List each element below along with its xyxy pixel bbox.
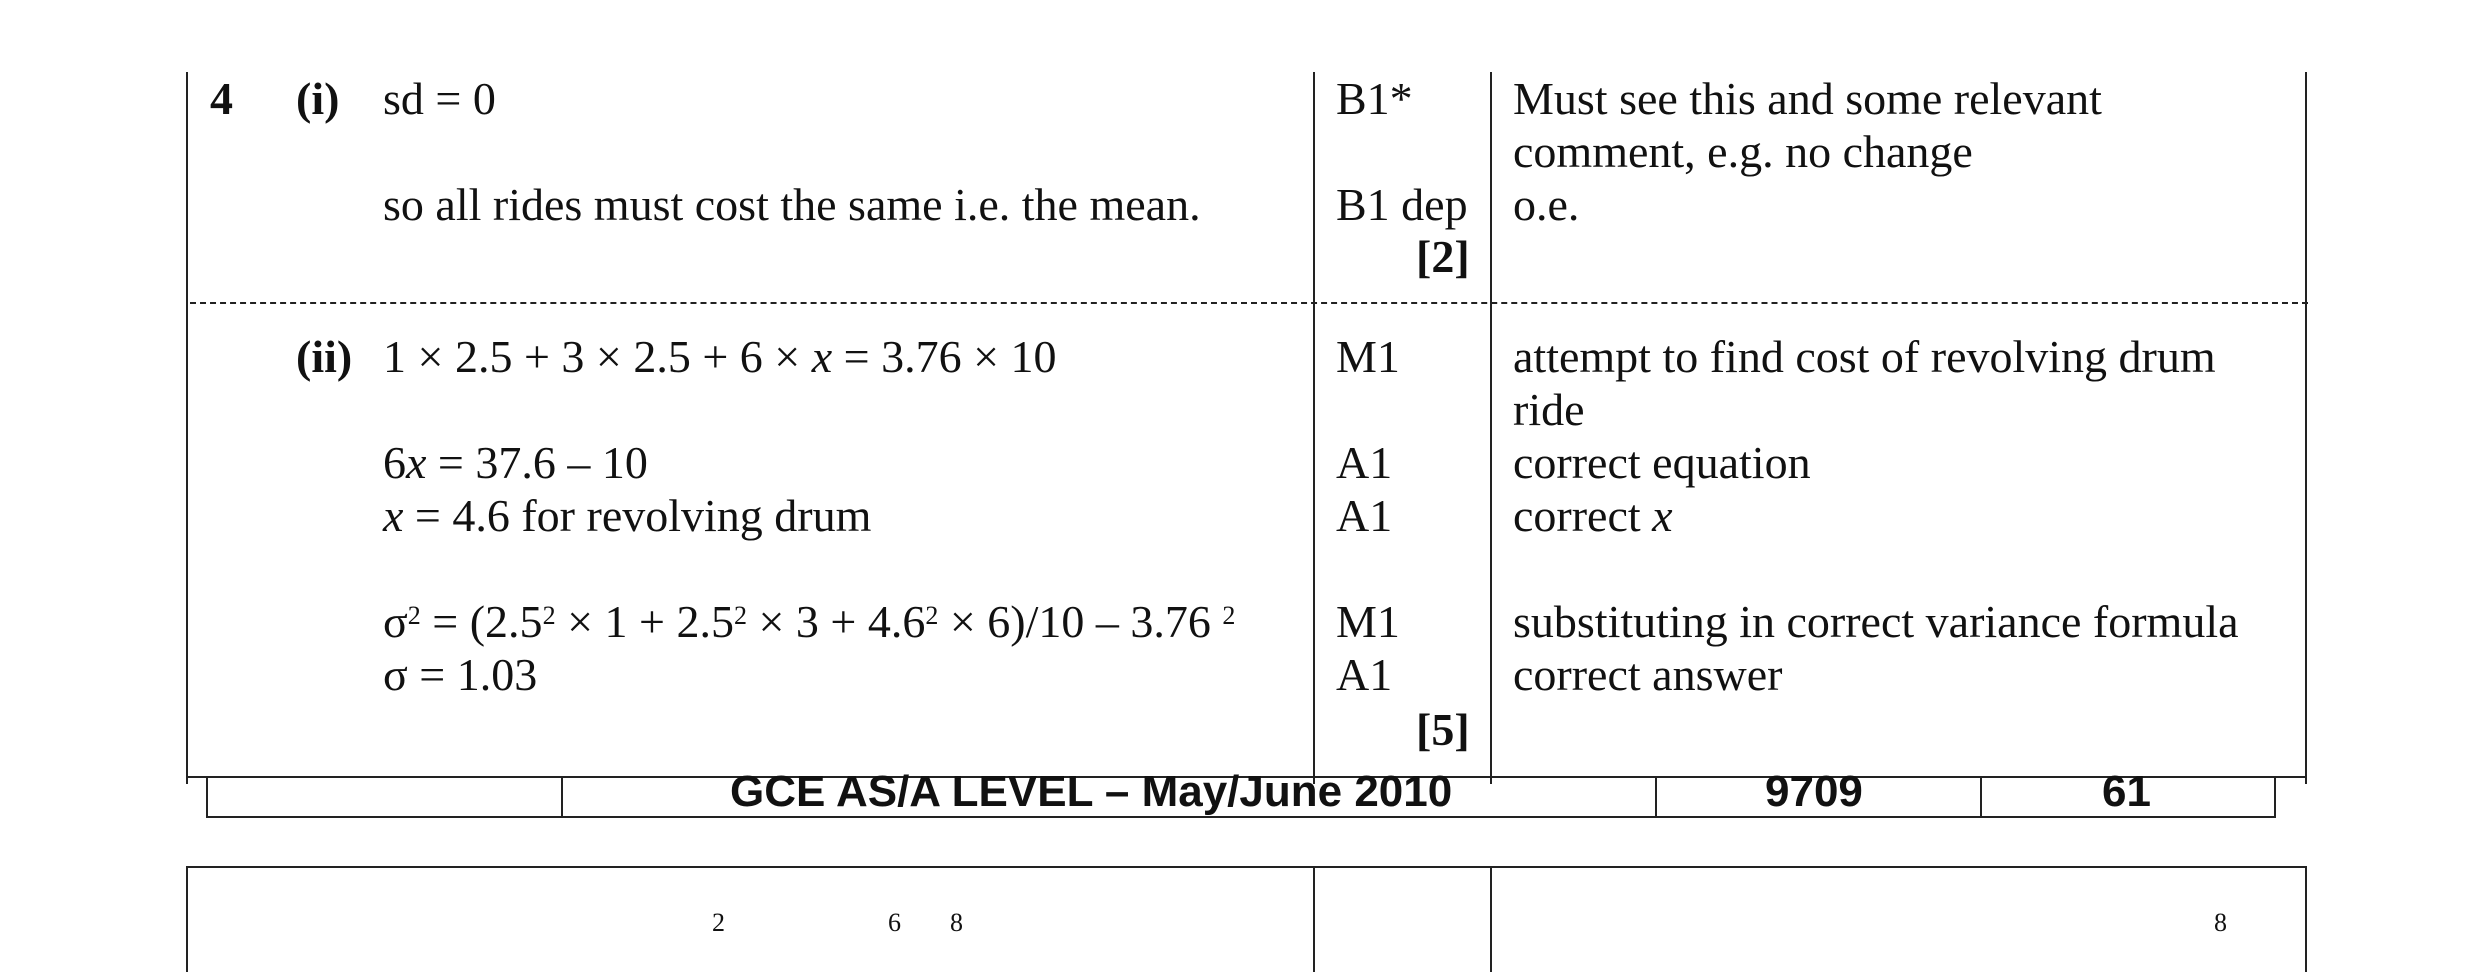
row-divider [190, 302, 2308, 304]
part-i-guidance3: o.e. [1513, 179, 1580, 230]
part-ii-mark: A1 [1336, 437, 1393, 488]
part-ii-equation3: x = 4.6 for revolving drum [383, 490, 872, 541]
footer-divider [1655, 776, 1657, 818]
part-ii-guidance: attempt to find cost of revolving drum [1513, 331, 2216, 382]
part-ii-guidance: ride [1513, 384, 1585, 435]
marks-column-left-border [1313, 72, 1315, 784]
part-i-total: [2] [1416, 231, 1470, 282]
part-ii-mark: A1 [1336, 649, 1393, 700]
next-partial-superscript: 2 [712, 908, 725, 937]
part-ii-guidance: correct x [1513, 490, 1673, 541]
part-ii-label: (ii) [296, 331, 353, 382]
part-ii-total: [5] [1416, 704, 1470, 755]
part-i-answer-line1: sd = 0 [383, 73, 496, 124]
part-i-guidance2: comment, e.g. no change [1513, 126, 1973, 177]
part-ii-mark: M1 [1336, 596, 1400, 647]
next-partial-superscript: 6 [888, 908, 901, 937]
part-ii-guidance: substituting in correct variance formula [1513, 596, 2239, 647]
next-partial-superscript: 8 [2214, 908, 2227, 937]
footer-divider [561, 776, 563, 818]
part-i-mark1: B1* [1336, 73, 1413, 124]
table-left-border [186, 72, 188, 784]
guidance-column-left-border [1490, 72, 1492, 784]
next-table-clip [0, 898, 2480, 972]
part-ii-mark: A1 [1336, 490, 1393, 541]
footer-right-border [2274, 776, 2276, 818]
question-number: 4 [210, 73, 233, 124]
part-i-guidance1: Must see this and some relevant [1513, 73, 2102, 124]
footer-divider [1980, 776, 1982, 818]
next-partial-superscript: 8 [950, 908, 963, 937]
part-ii-guidance: correct answer [1513, 649, 1783, 700]
footer-paper-number: 61 [2102, 767, 2151, 816]
part-ii-sigma-result: σ = 1.03 [383, 649, 538, 700]
part-ii-variance-formula: $\sigma^2 = (2.5^2 \times 1 + 2.5^2 \times 3 + 4.6^2 \times 6)/10 - 3.76$ $^2$ [383, 596, 1236, 647]
footer-left-border [206, 776, 208, 818]
part-i-answer-line2: so all rides must cost the same i.e. the mean. [383, 179, 1201, 230]
next-table-top-border [186, 866, 2307, 868]
part-ii-equation1: 1 × 2.5 + 3 × 2.5 + 6 × x = 3.76 × 10 [383, 331, 1057, 382]
part-i-mark2: B1 dep [1336, 179, 1468, 230]
footer-title: GCE AS/A LEVEL – May/June 2010 [730, 767, 1453, 816]
table-right-border [2305, 72, 2307, 784]
part-ii-guidance: correct equation [1513, 437, 1811, 488]
part-i-label: (i) [296, 73, 340, 124]
part-ii-equation2: 6x = 37.6 – 10 [383, 437, 648, 488]
footer-syllabus-code: 9709 [1765, 767, 1863, 816]
part-ii-mark: M1 [1336, 331, 1400, 382]
